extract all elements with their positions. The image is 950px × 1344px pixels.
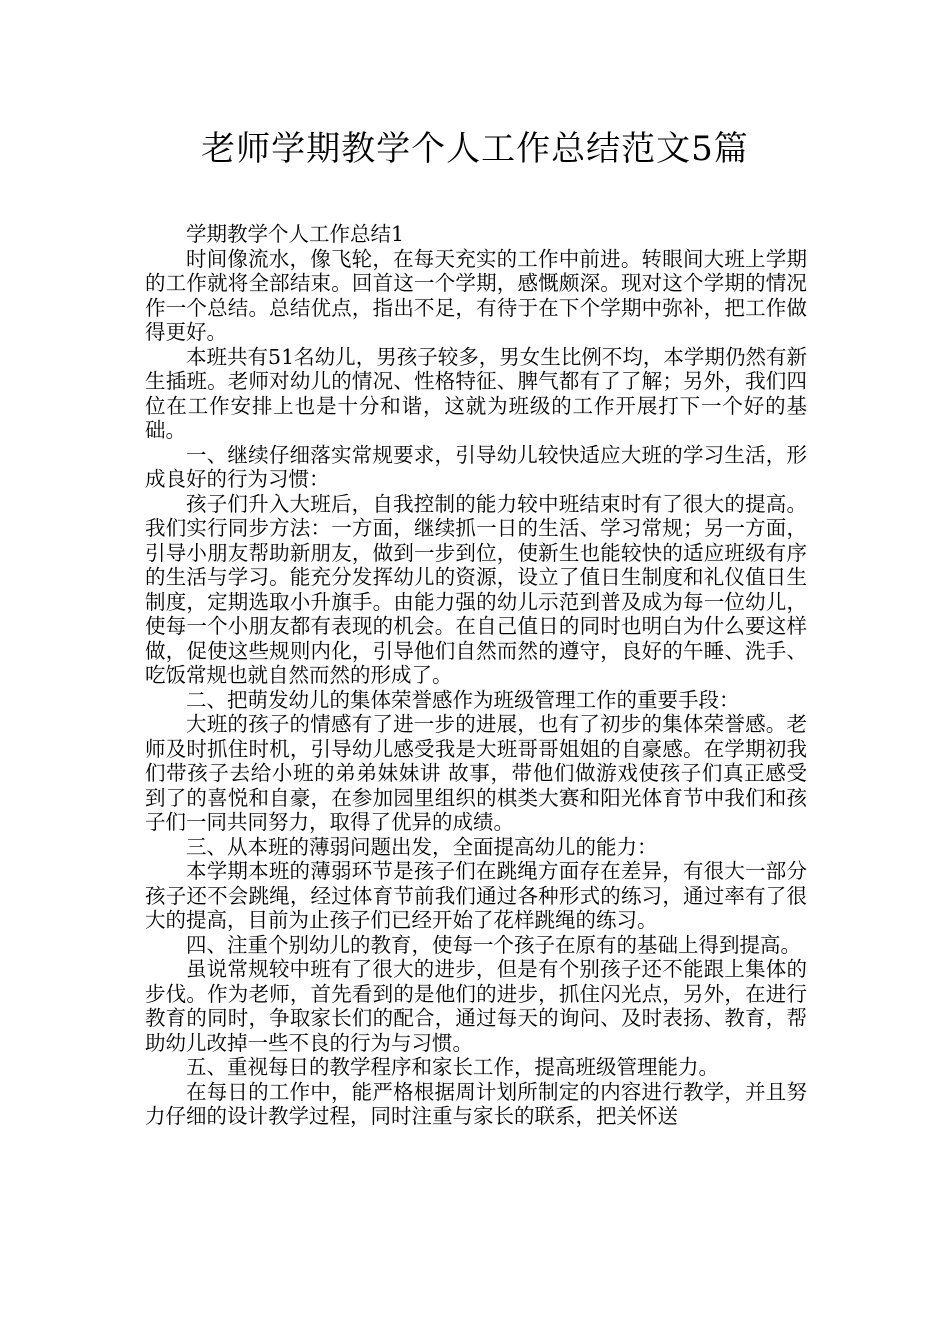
body-paragraph: 大班的孩子的情感有了进一步的进展，也有了初步的集体荣誉感。老师及时抓住时机，引导幼儿感受我是大班哥哥姐姐的自豪感。在学期初我们带孩子去给小班的弟弟妹妹讲 故事，带他们做游戏使孩子们真正感受到了的喜悦和自豪，在参加园里组织的棋类大赛和阳光体育节中我们和孩子们一同共同努力，取得了优异的成绩。 <box>145 712 807 834</box>
body-paragraph: 本学期本班的薄弱环节是孩子们在跳绳方面存在差异，有很大一部分孩子还不会跳绳，经过体育节前我们通过各种形式的练习，通过率有了很大的提高，目前为止孩子们已经开始了花样跳绳的练习。 <box>145 859 807 932</box>
section-heading: 学期教学个人工作总结1 <box>186 222 405 246</box>
document-title: 老师学期教学个人工作总结范文5篇 <box>201 129 749 169</box>
body-paragraph: 孩子们升入大班后，自我控制的能力较中班结束时有了很大的提高。我们实行同步方法：一方面，继续抓一日的生活、学习常规；另一方面，引导小朋友帮助新朋友，做到一步到位，使新生也能较快的适应班级有序的生活与学习。能充分发挥幼儿的资源，设立了值日生制度和礼仪值日生制度，定期选取小升旗手。由能力强的幼儿示范到普及成为每一位幼儿，使每一个小朋友都有表现的机会。在自己值日的同时也明白为什么要这样做，促使这些规则内化，引导他们自然而然的遵守，良好的午睡、洗手、吃饭常规也就自然而然的形成了。 <box>145 491 807 687</box>
section-heading: 一、继续仔细落实常规要求，引导幼儿较快适应大班的学习生活，形成良好的行为习惯： <box>145 442 807 491</box>
section-heading: 四、注重个别幼儿的教育，使每一个孩子在原有的基础上得到提高。 <box>186 932 801 957</box>
section-heading: 五、重视每日的教学程序和家长工作，提高班级管理能力。 <box>186 1055 719 1079</box>
body-paragraph: 本班共有51名幼儿，男孩子较多，男女生比例不均，本学期仍然有新生插班。老师对幼儿的情况、性格特征、脾气都有了了解；另外，我们四位在工作安排上也是十分和谐，这就为班级的工作开展打下一个好的基础。 <box>145 344 807 442</box>
body-paragraph: 虽说常规较中班有了很大的进步，但是有个别孩子还不能跟上集体的步伐。作为老师，首先看到的是他们的进步，抓住闪光点，另外，在进行教育的同时，争取家长们的配合，通过每天的询问、及时表扬、教育，帮助幼儿改掉一些不良的行为与习惯。 <box>145 957 807 1055</box>
document-body <box>145 222 807 1129</box>
body-paragraph: 时间像流水，像飞轮，在每天充实的工作中前进。转眼间大班上学期的工作就将全部结束。回首这一个学期，感慨颇深。现对这个学期的情况作一个总结。总结优点，指出不足，有待于在下个学期中弥补，把工作做得更好。 <box>145 246 807 344</box>
section-heading: 二、把萌发幼儿的集体荣誉感作为班级管理工作的重要手段： <box>186 687 740 712</box>
section-heading: 三、从本班的薄弱问题出发，全面提高幼儿的能力： <box>186 834 658 859</box>
body-paragraph: 在每日的工作中，能严格根据周计划所制定的内容进行教学，并且努力仔细的设计教学过程，同时注重与家长的联系，把关怀送 <box>145 1079 807 1128</box>
